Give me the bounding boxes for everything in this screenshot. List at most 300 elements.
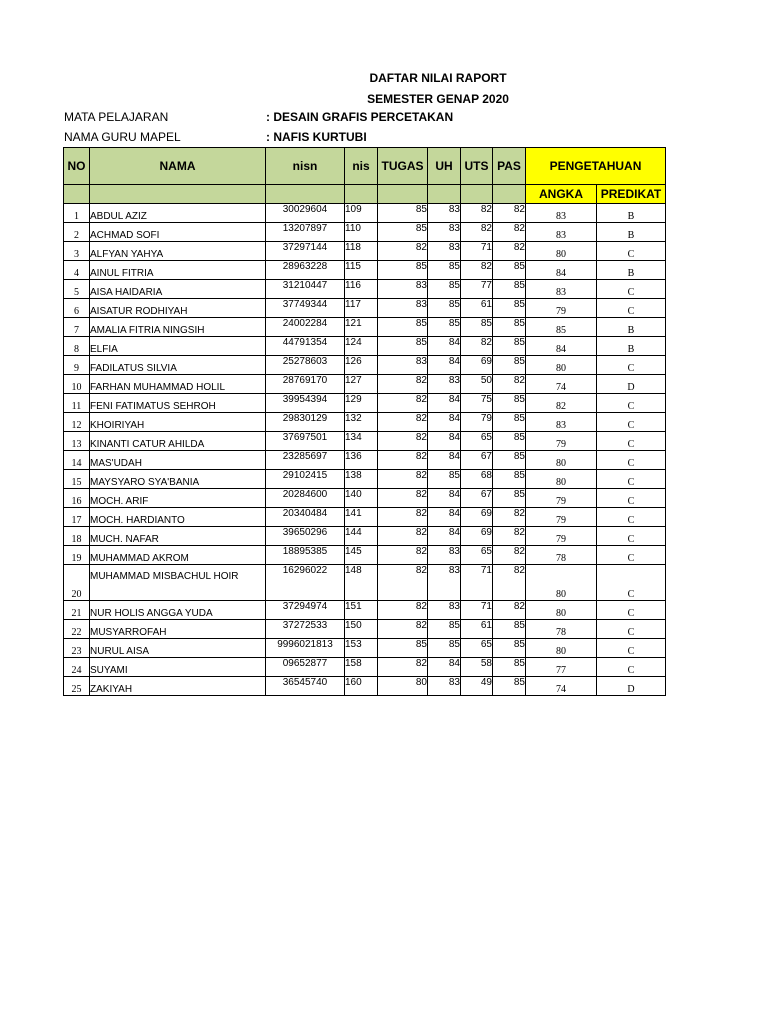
student-nis: 127 [345, 375, 378, 394]
table-row [64, 242, 666, 261]
score-pas: 85 [493, 299, 526, 318]
student-name-text: KHOIRIYAH [90, 420, 145, 431]
score-tugas: 82 [378, 413, 428, 432]
row-number: 10 [64, 375, 90, 394]
score-uts: 67 [461, 451, 493, 470]
score-uh: 85 [428, 261, 461, 280]
score-pas: 82 [493, 375, 526, 394]
table-row [64, 451, 666, 470]
grade-angka: 83 [526, 204, 597, 223]
row-number: 7 [64, 318, 90, 337]
student-name-text: AMALIA FITRIA NINGSIH [90, 325, 205, 336]
grade-angka: 80 [526, 356, 597, 375]
grade-predikat: C [597, 470, 666, 489]
grade-angka: 80 [526, 242, 597, 261]
score-uh: 83 [428, 204, 461, 223]
score-tugas: 80 [378, 677, 428, 696]
grade-predikat: C [597, 601, 666, 620]
table-row [64, 639, 666, 658]
student-name [90, 677, 266, 696]
row-number: 24 [64, 658, 90, 677]
student-nisn: 25278603 [266, 356, 345, 375]
student-name [90, 375, 266, 394]
student-name [90, 356, 266, 375]
student-nisn: 23285697 [266, 451, 345, 470]
score-tugas: 83 [378, 356, 428, 375]
student-name [90, 470, 266, 489]
grade-angka: 80 [526, 470, 597, 489]
grade-predikat: C [597, 413, 666, 432]
header-blank [90, 185, 266, 204]
header-blank [461, 185, 493, 204]
score-uh: 83 [428, 677, 461, 696]
table-row [64, 375, 666, 394]
student-nis: 150 [345, 620, 378, 639]
student-name [90, 601, 266, 620]
score-uh: 85 [428, 620, 461, 639]
score-pas: 85 [493, 620, 526, 639]
score-uts: 65 [461, 546, 493, 565]
student-name-text: ZAKIYAH [90, 684, 133, 695]
student-name-text: FADILATUS SILVIA [90, 363, 177, 374]
grade-predikat: C [597, 546, 666, 565]
score-tugas: 82 [378, 601, 428, 620]
row-number: 6 [64, 299, 90, 318]
row-number: 19 [64, 546, 90, 565]
student-name [90, 565, 266, 601]
score-uts: 69 [461, 356, 493, 375]
score-uh: 85 [428, 318, 461, 337]
table-row [64, 432, 666, 451]
student-name [90, 299, 266, 318]
grade-predikat: C [597, 639, 666, 658]
student-name-text: ABDUL AZIZ [90, 211, 147, 222]
table-row [64, 620, 666, 639]
score-pas: 85 [493, 394, 526, 413]
student-nis: 145 [345, 546, 378, 565]
student-nisn: 37294974 [266, 601, 345, 620]
student-name-text: FARHAN MUHAMMAD HOLIL [90, 382, 226, 393]
header-uh: UH [428, 148, 461, 185]
student-nisn: 9996021813 [266, 639, 345, 658]
score-uh: 83 [428, 601, 461, 620]
row-number: 17 [64, 508, 90, 527]
student-name-text: NUR HOLIS ANGGA YUDA [90, 608, 213, 619]
score-uh: 85 [428, 639, 461, 658]
score-pas: 85 [493, 677, 526, 696]
student-nisn: 29102415 [266, 470, 345, 489]
row-number: 13 [64, 432, 90, 451]
student-name [90, 223, 266, 242]
grade-predikat: D [597, 677, 666, 696]
score-uh: 85 [428, 299, 461, 318]
score-tugas: 85 [378, 204, 428, 223]
score-uts: 49 [461, 677, 493, 696]
grade-angka: 84 [526, 337, 597, 356]
grade-angka: 85 [526, 318, 597, 337]
student-name [90, 432, 266, 451]
score-pas: 85 [493, 470, 526, 489]
student-name-text: AINUL FITRIA [90, 268, 154, 279]
table-row [64, 546, 666, 565]
student-name-text: MAS'UDAH [90, 458, 142, 469]
score-tugas: 82 [378, 394, 428, 413]
student-nisn: 24002284 [266, 318, 345, 337]
score-uts: 69 [461, 508, 493, 527]
score-uh: 84 [428, 527, 461, 546]
header-nisn: nisn [266, 148, 345, 185]
score-pas: 82 [493, 601, 526, 620]
row-number: 25 [64, 677, 90, 696]
table-row [64, 204, 666, 223]
score-tugas: 85 [378, 337, 428, 356]
grade-predikat: B [597, 337, 666, 356]
grade-angka: 74 [526, 375, 597, 394]
score-tugas: 82 [378, 242, 428, 261]
score-pas: 85 [493, 413, 526, 432]
grade-angka: 79 [526, 299, 597, 318]
student-name [90, 280, 266, 299]
student-nis: 140 [345, 489, 378, 508]
grade-predikat: C [597, 527, 666, 546]
student-nis: 110 [345, 223, 378, 242]
row-number: 15 [64, 470, 90, 489]
grade-predikat: C [597, 356, 666, 375]
table-row [64, 318, 666, 337]
grade-predikat: C [597, 658, 666, 677]
student-nisn: 29830129 [266, 413, 345, 432]
student-nis: 144 [345, 527, 378, 546]
header-pas: PAS [493, 148, 526, 185]
student-name [90, 451, 266, 470]
student-name [90, 508, 266, 527]
score-uts: 65 [461, 432, 493, 451]
table-row [64, 261, 666, 280]
student-nis: 109 [345, 204, 378, 223]
student-name-text: ACHMAD SOFI [90, 230, 160, 241]
row-number: 4 [64, 261, 90, 280]
student-nis: 158 [345, 658, 378, 677]
score-tugas: 82 [378, 658, 428, 677]
score-uh: 83 [428, 546, 461, 565]
grade-angka: 78 [526, 546, 597, 565]
row-number: 16 [64, 489, 90, 508]
score-tugas: 85 [378, 261, 428, 280]
student-nis: 124 [345, 337, 378, 356]
grade-predikat: C [597, 280, 666, 299]
student-nis: 126 [345, 356, 378, 375]
student-nisn: 09652877 [266, 658, 345, 677]
score-uh: 85 [428, 280, 461, 299]
student-name-text: AISA HAIDARIA [90, 287, 163, 298]
row-number: 3 [64, 242, 90, 261]
student-nis: 132 [345, 413, 378, 432]
table-row [64, 337, 666, 356]
score-uts: 71 [461, 601, 493, 620]
student-nis: 148 [345, 565, 378, 601]
score-uts: 58 [461, 658, 493, 677]
header-angka: ANGKA [526, 185, 597, 204]
grade-predikat: D [597, 375, 666, 394]
grade-rows [64, 204, 666, 696]
student-nisn: 37297144 [266, 242, 345, 261]
grade-angka: 77 [526, 658, 597, 677]
score-uts: 50 [461, 375, 493, 394]
score-pas: 82 [493, 223, 526, 242]
score-uts: 85 [461, 318, 493, 337]
teacher-value: : NAFIS KURTUBI [266, 130, 367, 144]
student-nis: 116 [345, 280, 378, 299]
row-number: 9 [64, 356, 90, 375]
student-name [90, 318, 266, 337]
score-tugas: 85 [378, 639, 428, 658]
score-tugas: 82 [378, 375, 428, 394]
score-pas: 82 [493, 508, 526, 527]
score-tugas: 82 [378, 432, 428, 451]
score-uts: 82 [461, 204, 493, 223]
student-name-text: MUCH. NAFAR [90, 534, 159, 545]
score-uts: 67 [461, 489, 493, 508]
grade-angka: 83 [526, 223, 597, 242]
table-row [64, 508, 666, 527]
score-uts: 82 [461, 337, 493, 356]
grade-predikat: C [597, 451, 666, 470]
table-row [64, 223, 666, 242]
grade-predikat: C [597, 394, 666, 413]
score-tugas: 85 [378, 223, 428, 242]
header-uts: UTS [461, 148, 493, 185]
score-uh: 84 [428, 451, 461, 470]
row-number: 21 [64, 601, 90, 620]
score-uh: 84 [428, 658, 461, 677]
student-nis: 141 [345, 508, 378, 527]
score-pas: 82 [493, 546, 526, 565]
table-row [64, 413, 666, 432]
table-row [64, 489, 666, 508]
grade-angka: 79 [526, 527, 597, 546]
score-uh: 84 [428, 356, 461, 375]
grade-angka: 82 [526, 394, 597, 413]
score-tugas: 82 [378, 527, 428, 546]
score-pas: 82 [493, 204, 526, 223]
row-number: 5 [64, 280, 90, 299]
grade-angka: 84 [526, 261, 597, 280]
score-uh: 84 [428, 489, 461, 508]
score-uh: 84 [428, 394, 461, 413]
score-pas: 85 [493, 356, 526, 375]
row-number: 2 [64, 223, 90, 242]
grade-angka: 78 [526, 620, 597, 639]
student-nisn: 39650296 [266, 527, 345, 546]
table-row [64, 565, 666, 601]
student-name [90, 413, 266, 432]
row-number: 12 [64, 413, 90, 432]
student-nis: 151 [345, 601, 378, 620]
header-pengetahuan: PENGETAHUAN [526, 148, 666, 185]
grades-table [63, 147, 666, 696]
score-pas: 85 [493, 280, 526, 299]
score-tugas: 82 [378, 508, 428, 527]
student-name [90, 546, 266, 565]
teacher-label: NAMA GURU MAPEL [64, 130, 181, 144]
student-name-text: ELFIA [90, 344, 118, 355]
student-name [90, 204, 266, 223]
score-uts: 68 [461, 470, 493, 489]
score-pas: 85 [493, 658, 526, 677]
student-nisn: 13207897 [266, 223, 345, 242]
student-nisn: 36545740 [266, 677, 345, 696]
header-tugas: TUGAS [378, 148, 428, 185]
student-name [90, 394, 266, 413]
student-name-text: MUHAMMAD AKROM [90, 553, 189, 564]
score-pas: 85 [493, 337, 526, 356]
row-number: 14 [64, 451, 90, 470]
grade-angka: 79 [526, 489, 597, 508]
grade-predikat: C [597, 432, 666, 451]
row-number: 20 [64, 565, 90, 601]
row-number: 8 [64, 337, 90, 356]
grade-predikat: B [597, 223, 666, 242]
score-tugas: 83 [378, 280, 428, 299]
grade-angka: 83 [526, 280, 597, 299]
student-nisn: 37272533 [266, 620, 345, 639]
student-name [90, 527, 266, 546]
table-row [64, 470, 666, 489]
table-row [64, 299, 666, 318]
table-row [64, 677, 666, 696]
student-nis: 134 [345, 432, 378, 451]
row-number: 18 [64, 527, 90, 546]
student-nis: 129 [345, 394, 378, 413]
student-nis: 117 [345, 299, 378, 318]
student-nis: 115 [345, 261, 378, 280]
student-name-text: MUHAMMAD MISBACHUL HOIR [90, 571, 239, 582]
table-row [64, 527, 666, 546]
score-uh: 84 [428, 413, 461, 432]
grade-predikat: C [597, 508, 666, 527]
header-blank [428, 185, 461, 204]
score-uts: 82 [461, 261, 493, 280]
score-uts: 69 [461, 527, 493, 546]
score-pas: 82 [493, 565, 526, 601]
grade-predikat: C [597, 565, 666, 601]
score-tugas: 82 [378, 546, 428, 565]
header-blank [266, 185, 345, 204]
grade-predikat: B [597, 204, 666, 223]
score-pas: 85 [493, 489, 526, 508]
student-nisn: 20284600 [266, 489, 345, 508]
header-blank [378, 185, 428, 204]
score-uh: 83 [428, 223, 461, 242]
student-name [90, 337, 266, 356]
student-nis: 118 [345, 242, 378, 261]
student-nisn: 18895385 [266, 546, 345, 565]
score-pas: 85 [493, 639, 526, 658]
score-pas: 85 [493, 432, 526, 451]
student-name-text: ALFYAN YAHYA [90, 249, 164, 260]
score-uts: 61 [461, 299, 493, 318]
student-nis: 121 [345, 318, 378, 337]
grade-predikat: C [597, 299, 666, 318]
student-name [90, 261, 266, 280]
score-uh: 85 [428, 470, 461, 489]
score-uh: 84 [428, 508, 461, 527]
header-blank [64, 185, 90, 204]
score-uh: 83 [428, 375, 461, 394]
student-name-text: AISATUR RODHIYAH [90, 306, 188, 317]
score-uts: 75 [461, 394, 493, 413]
header-blank [345, 185, 378, 204]
score-uts: 61 [461, 620, 493, 639]
report-subtitle: SEMESTER GENAP 2020 [367, 92, 509, 106]
score-uh: 83 [428, 565, 461, 601]
student-nisn: 28769170 [266, 375, 345, 394]
student-name-text: NURUL AISA [90, 646, 150, 657]
header-nis: nis [345, 148, 378, 185]
student-nisn: 44791354 [266, 337, 345, 356]
score-tugas: 82 [378, 489, 428, 508]
score-pas: 82 [493, 242, 526, 261]
grade-predikat: B [597, 261, 666, 280]
score-tugas: 82 [378, 451, 428, 470]
student-nisn: 39954394 [266, 394, 345, 413]
row-number: 23 [64, 639, 90, 658]
grade-angka: 80 [526, 601, 597, 620]
grade-angka: 79 [526, 508, 597, 527]
grade-predikat: C [597, 242, 666, 261]
score-uts: 82 [461, 223, 493, 242]
student-nisn: 37749344 [266, 299, 345, 318]
student-nisn: 37697501 [266, 432, 345, 451]
student-name-text: MOCH. ARIF [90, 496, 149, 507]
grade-angka: 80 [526, 451, 597, 470]
table-row [64, 658, 666, 677]
score-uh: 84 [428, 432, 461, 451]
header-predikat: PREDIKAT [597, 185, 666, 204]
table-row [64, 356, 666, 375]
report-title: DAFTAR NILAI RAPORT [369, 71, 507, 85]
score-pas: 82 [493, 527, 526, 546]
subject-label: MATA PELAJARAN [64, 110, 169, 124]
grade-angka: 83 [526, 413, 597, 432]
student-name-text: FENI FATIMATUS SEHROH [90, 401, 216, 412]
student-nisn: 30029604 [266, 204, 345, 223]
student-name [90, 639, 266, 658]
header-blank [493, 185, 526, 204]
student-nisn: 31210447 [266, 280, 345, 299]
student-nis: 153 [345, 639, 378, 658]
score-pas: 85 [493, 318, 526, 337]
grade-angka: 79 [526, 432, 597, 451]
grade-predikat: C [597, 620, 666, 639]
score-uts: 79 [461, 413, 493, 432]
student-nisn: 16296022 [266, 565, 345, 601]
score-uh: 83 [428, 242, 461, 261]
grade-angka: 74 [526, 677, 597, 696]
score-tugas: 82 [378, 565, 428, 601]
grade-predikat: C [597, 489, 666, 508]
score-tugas: 85 [378, 318, 428, 337]
student-name-text: MAYSYARO SYA'BANIA [90, 477, 200, 488]
table-row [64, 394, 666, 413]
subject-value: : DESAIN GRAFIS PERCETAKAN [266, 110, 454, 124]
score-uts: 77 [461, 280, 493, 299]
score-tugas: 82 [378, 470, 428, 489]
grade-angka: 80 [526, 639, 597, 658]
score-uh: 84 [428, 337, 461, 356]
student-name [90, 489, 266, 508]
row-number: 1 [64, 204, 90, 223]
